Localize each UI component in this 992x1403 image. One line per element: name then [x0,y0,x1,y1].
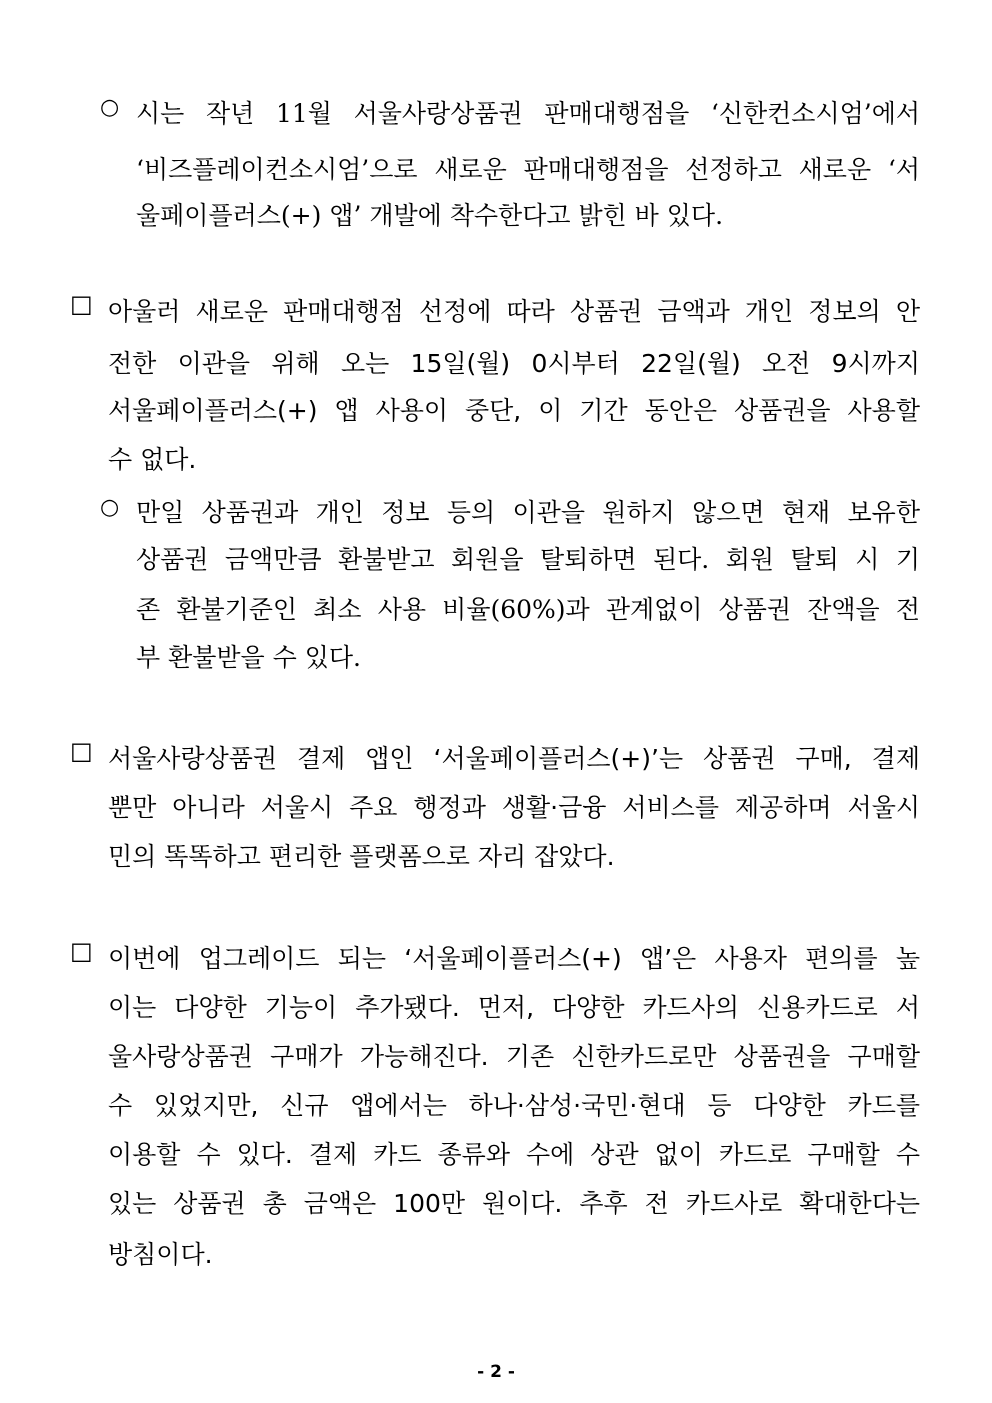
square-bullet-marker: □ [70,737,93,765]
paragraph-line: 뿐만 아니라 서울시 주요 행정과 생활·금융 서비스를 제공하며 서울시 [108,793,920,822]
paragraph-line: 민의 똑똑하고 편리한 플랫폼으로 자리 잡았다. [108,842,615,871]
paragraph-line: 서울페이플러스(+) 앱 사용이 중단, 이 기간 동안은 상품권을 사용할 [108,396,920,425]
circle-bullet-marker: ○ [100,495,120,520]
paragraph-line: 아울러 새로운 판매대행점 선정에 따라 상품권 금액과 개인 정보의 안 [108,297,920,326]
paragraph-line: 방침이다. [108,1240,213,1269]
paragraph-line: 울사랑상품권 구매가 가능해진다. 기존 신한카드로만 상품권을 구매할 [108,1042,920,1071]
square-bullet-marker: □ [70,937,93,965]
paragraph-line: 시는 작년 11월 서울사랑상품권 판매대행점을 ‘신한컨소시엄’에서 [136,99,920,128]
paragraph-line: 이용할 수 있다. 결제 카드 종류와 수에 상관 없이 카드로 구매할 수 [108,1140,920,1169]
circle-bullet-marker: ○ [100,95,120,120]
square-bullet-marker: □ [70,290,93,318]
paragraph-line: 존 환불기준인 최소 사용 비율(60%)과 관계없이 상품권 잔액을 전 [136,595,920,624]
paragraph-line: 만일 상품권과 개인 정보 등의 이관을 원하지 않으면 현재 보유한 [136,498,920,527]
page-number: - 2 - [477,1362,515,1382]
paragraph-line: 상품권 금액만큼 환불받고 회원을 탈퇴하면 된다. 회원 탈퇴 시 기 [136,545,920,574]
paragraph-line: 이는 다양한 기능이 추가됐다. 먼저, 다양한 카드사의 신용카드로 서 [108,993,920,1022]
paragraph-line: 있는 상품권 총 금액은 100만 원이다. 추후 전 카드사로 확대한다는 [108,1189,920,1218]
paragraph-line: 전한 이관을 위해 오는 15일(월) 0시부터 22일(월) 오전 9시까지 [108,349,920,378]
paragraph-line: 수 있었지만, 신규 앱에서는 하나·삼성·국민·현대 등 다양한 카드를 [108,1091,920,1120]
paragraph-line: 이번에 업그레이드 되는 ‘서울페이플러스(+) 앱’은 사용자 편의를 높 [108,944,920,973]
paragraph-line: 수 없다. [108,445,197,474]
paragraph-line: ‘비즈플레이컨소시엄’으로 새로운 판매대행점을 선정하고 새로운 ‘서 [136,155,920,184]
paragraph-line: 서울사랑상품권 결제 앱인 ‘서울페이플러스(+)’는 상품권 구매, 결제 [108,744,920,773]
paragraph-line: 울페이플러스(+) 앱’ 개발에 착수한다고 밝힌 바 있다. [136,201,724,230]
paragraph-line: 부 환불받을 수 있다. [136,643,361,672]
